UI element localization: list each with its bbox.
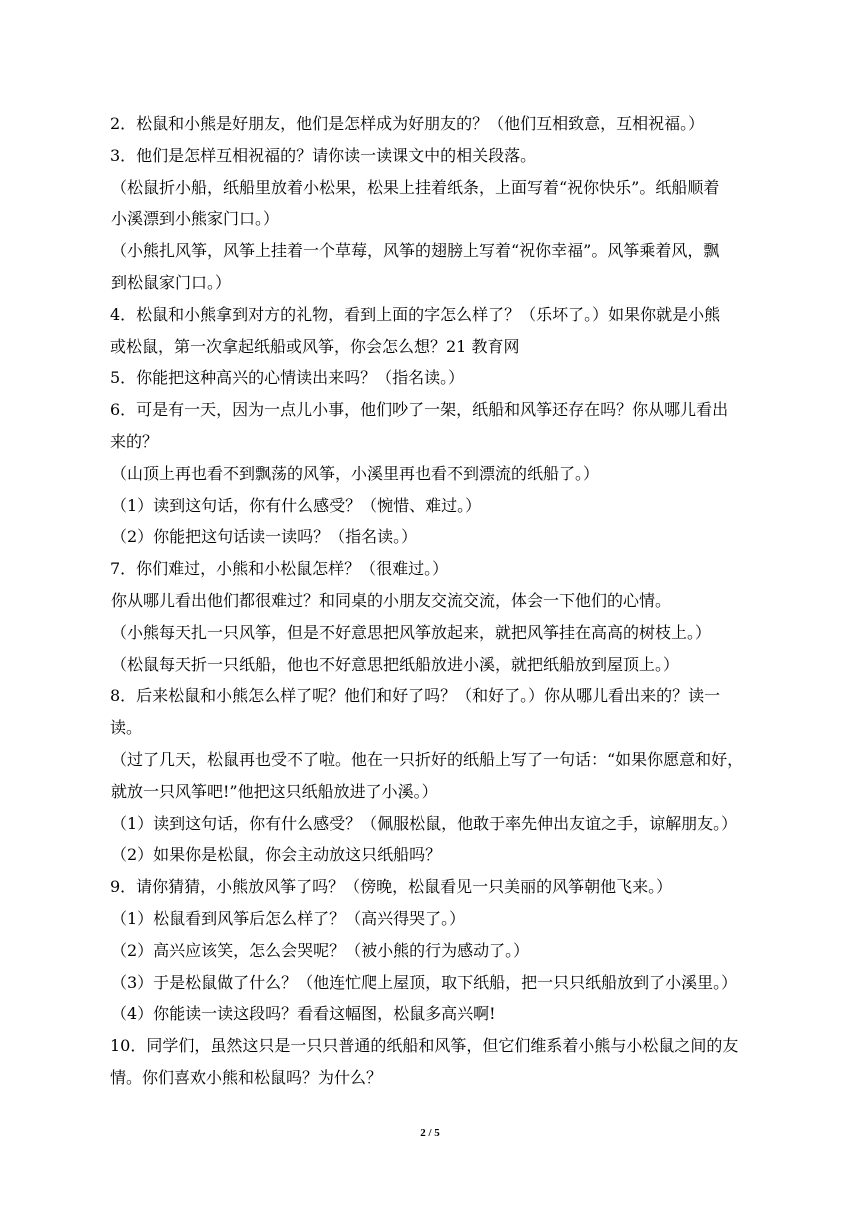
paragraph — [80, 394, 785, 458]
text-line: （小熊扎风筝，风筝上挂着一个草莓，风筝的翅膀上写着“祝你幸福”。风筝乘着风，飘 — [111, 241, 720, 261]
paragraph — [80, 1030, 785, 1094]
text-line: 3．他们是怎样互相祝福的？请你读一读课文中的相关段落。 — [110, 145, 537, 165]
text-line: （1）读到这句话，你有什么感受？（佩服松鼠，他敢于率先伸出友谊之手，谅解朋友。） — [111, 813, 738, 833]
paragraph — [80, 839, 785, 871]
text-line: 6．可是有一天，因为一点儿小事，他们吵了一架，纸船和风筝还存在吗？你从哪儿看出 — [110, 400, 729, 420]
text-line: 或松鼠，第一次拿起纸船或风筝，你会怎么想？21 教育网 — [110, 336, 520, 356]
text-line: （1）松鼠看到风筝后怎么样了？（高兴得哭了。） — [111, 908, 466, 928]
paragraph — [80, 649, 785, 681]
paragraph — [80, 744, 785, 808]
paragraph — [80, 299, 785, 363]
text-line: 2．松鼠和小熊是好朋友，他们是怎样成为好朋友的？（他们互相致意，互相祝福。） — [110, 114, 705, 133]
paragraph — [80, 108, 785, 140]
text-line: （1）读到这句话，你有什么感受？（惋惜、难过。） — [111, 495, 482, 515]
text-line: 10．同学们，虽然这只是一只只普通的纸船和风筝，但它们维系着小熊与小松鼠之间的友 — [110, 1036, 739, 1056]
text-line: （2）你能把这句话读一读吗？（指名读。） — [111, 527, 418, 547]
paragraph — [80, 172, 785, 236]
document-body — [80, 108, 785, 1094]
paragraph — [80, 903, 785, 935]
paragraph — [80, 967, 785, 999]
paragraph — [80, 521, 785, 553]
text-line: （3）于是松鼠做了什么？（他连忙爬上屋顶，取下纸船，把一只只纸船放到了小溪里。） — [111, 972, 738, 992]
text-line: 读。 — [110, 718, 143, 738]
text-line: 5．你能把这种高兴的心情读出来吗？（指名读。） — [110, 368, 465, 388]
paragraph — [80, 458, 785, 490]
paragraph — [80, 680, 785, 744]
paragraph — [80, 235, 785, 299]
text-line: 情。你们喜欢小熊和松鼠吗？为什么？ — [110, 1067, 383, 1087]
paragraph — [80, 871, 785, 903]
text-line: （2）如果你是松鼠，你会主动放这只纸船吗？ — [111, 845, 442, 865]
text-line: （山顶上再也看不到飘荡的风筝，小溪里再也看不到漂流的纸船了。） — [111, 463, 600, 483]
text-line: （小熊每天扎一只风筝，但是不好意思把风筝放起来，就把风筝挂在高高的树枝上。） — [111, 622, 712, 642]
text-line: （过了几天，松鼠再也受不了啦。他在一只折好的纸船上写了一句话：“如果你愿意和好， — [111, 749, 744, 769]
text-line: 小溪漂到小熊家门口。） — [111, 209, 280, 229]
text-line: （松鼠每天折一只纸船，他也不好意思把纸船放进小溪，就把纸船放到屋顶上。） — [111, 654, 680, 674]
text-line: 到松鼠家门口。） — [111, 272, 232, 292]
text-line: 8．后来松鼠和小熊怎么样了呢？他们和好了吗？（和好了。）你从哪儿看出来的？读一 — [110, 686, 721, 706]
paragraph — [80, 808, 785, 840]
paragraph — [80, 140, 785, 172]
text-line: 就放一只风筝吧!”他把这只纸船放进了小溪。） — [111, 781, 438, 801]
text-line: 7．你们难过，小熊和小松鼠怎样？（很难过。） — [110, 559, 449, 579]
paragraph — [80, 617, 785, 649]
text-line: （松鼠折小船，纸船里放着小松果，松果上挂着纸条，上面写着“祝你快乐”。纸船顺着 — [111, 177, 720, 197]
text-line: （4）你能读一读这段吗？看看这幅图，松鼠多高兴啊! — [111, 1004, 496, 1024]
paragraph — [80, 362, 785, 394]
paragraph — [80, 490, 785, 522]
text-line: （2）高兴应该笑，怎么会哭呢？（被小熊的行为感动了。） — [111, 940, 530, 960]
paragraph — [80, 585, 785, 617]
text-line: 9．请你猜猜，小熊放风筝了吗？（傍晚，松鼠看见一只美丽的风筝朝他飞来。） — [110, 877, 673, 897]
text-line: 你从哪儿看出他们都很难过？和同桌的小朋友交流交流，体会一下他们的心情。 — [111, 590, 672, 610]
page-number: 2 / 5 — [420, 1127, 440, 1139]
paragraph — [80, 553, 785, 585]
text-line: 4．松鼠和小熊拿到对方的礼物，看到上面的字怎么样了？（乐坏了。）如果你就是小熊 — [110, 304, 721, 324]
paragraph — [80, 935, 785, 967]
text-line: 来的？ — [110, 431, 159, 451]
paragraph — [80, 998, 785, 1030]
